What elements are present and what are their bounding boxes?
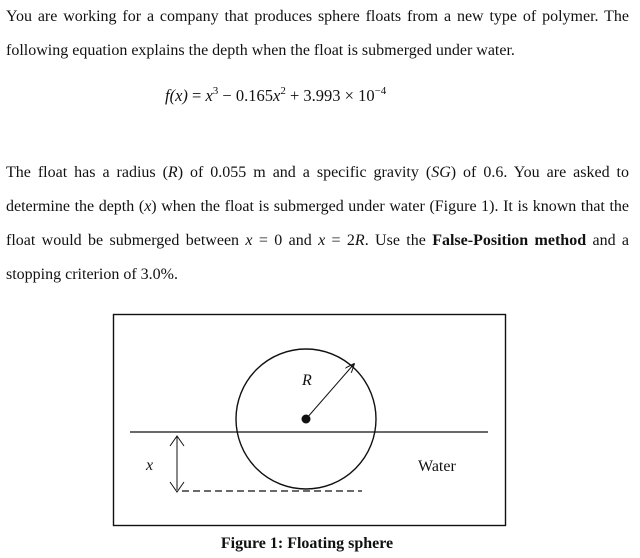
- p2-x2: x: [318, 232, 326, 249]
- p2-s6: = 2: [325, 232, 355, 249]
- eq-term1-base: x: [205, 86, 213, 105]
- eq-lhs: f(x): [165, 86, 188, 105]
- p2-SG: SG: [431, 164, 451, 181]
- radius-arrow: [306, 364, 354, 419]
- radius-label: R: [302, 372, 312, 389]
- depth-label: x: [146, 457, 154, 474]
- p2-s7: . Use the: [364, 232, 433, 249]
- eq-term3-mant: 3.993: [303, 86, 341, 105]
- p2-s4: ) when the float is submerged under water (Figure 1). It is known that the float would be submerged between: [6, 198, 630, 249]
- eq-op1: −: [222, 86, 232, 105]
- p2-s5: = 0 and: [252, 232, 319, 249]
- figure-caption: [0, 535, 640, 553]
- p2-R2: R: [354, 232, 365, 249]
- p2-R: R: [167, 164, 178, 181]
- eq-times: ×: [344, 86, 354, 105]
- eq-equals: =: [192, 86, 202, 105]
- p2-method: False-Position method: [432, 232, 587, 249]
- water-label: Water: [418, 458, 456, 475]
- caption-text: Figure 1: Floating sphere: [220, 535, 394, 552]
- p2-s2: ) of 0.055 m and a specific gravity (: [177, 164, 432, 181]
- eq-term2-exp: 2: [280, 85, 286, 97]
- sphere-center-dot: [302, 415, 311, 424]
- p2-x: x: [144, 198, 152, 215]
- p2-s8: and a stopping criterion of 3.0%.: [6, 232, 630, 283]
- eq-term2-base: x: [272, 86, 281, 105]
- eq-term1-exp: 3: [212, 85, 219, 97]
- eq-term3-base: 10: [358, 86, 375, 105]
- eq-op2: +: [289, 86, 300, 105]
- eq-term2-coef: 0.165: [235, 86, 273, 105]
- p2-x1: x: [245, 232, 253, 249]
- intro-text: You are working for a company that produces sphere floats from a new type of polymer. The following equation explains the depth when the float is submerged under water.: [6, 8, 629, 59]
- eq-term3-exp: −4: [374, 85, 387, 97]
- p2-s1: The float has a radius (: [6, 164, 168, 181]
- p2-s3: ) of 0.6. You are asked to determine the depth (: [6, 164, 630, 215]
